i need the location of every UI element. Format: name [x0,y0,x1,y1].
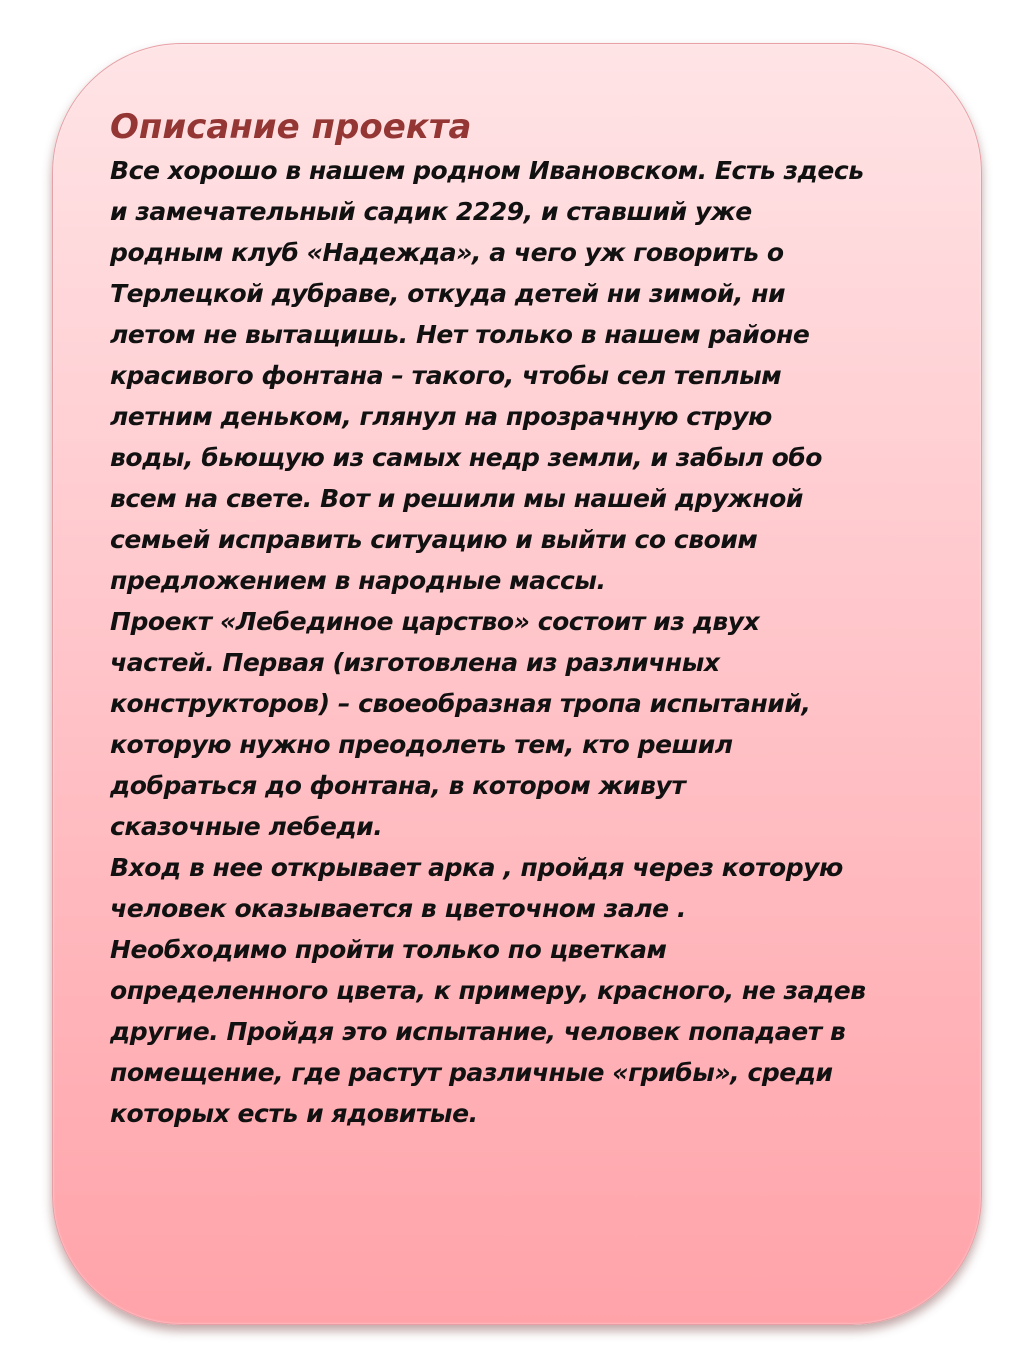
text-line: другие. Пройдя это испытание, человек попадает в [110,1017,846,1046]
text-line: сказочные лебеди. [110,812,383,841]
text-line: Терлецкой дубраве, откуда детей ни зимой, ни [110,279,786,308]
text-line: воды, бьющую из самых недр земли, и забыл обо [110,443,823,472]
text-line: которую нужно преодолеть тем, кто решил [110,730,733,759]
paragraph-project [110,601,930,847]
text-line: Вход в нее открывает арка , пройдя через которую [110,853,843,882]
text-line: частей. Первая (изготовлена из различных [110,648,720,677]
text-line: Все хорошо в нашем родном Ивановском. Есть здесь [110,156,864,185]
text-line: конструкторов) – своеобразная тропа испытаний, [110,689,811,718]
card-content [110,104,930,1134]
text-line: всем на свете. Вот и решили мы нашей дружной [110,484,803,513]
text-line: Проект «Лебединое царство» состоит из двух [110,607,760,636]
text-line: красивого фонтана – такого, чтобы сел теплым [110,361,782,390]
text-line: человек оказывается в цветочном зале . [110,894,686,923]
text-line: помещение, где растут различные «грибы», среди [110,1058,833,1087]
paragraph-intro [110,150,930,601]
text-line: летом не вытащишь. Нет только в нашем районе [110,320,810,349]
text-line: которых есть и ядовитые. [110,1099,478,1128]
text-line: добраться до фонтана, в котором живут [110,771,686,800]
text-line: Необходимо пройти только по цветкам [110,935,667,964]
text-line: определенного цвета, к примеру, красного, не задев [110,976,866,1005]
text-line: родным клуб «Надежда», а чего уж говорить о [110,238,784,267]
text-line: летним деньком, глянул на прозрачную струю [110,402,772,431]
text-line: предложением в народные массы. [110,566,606,595]
page-title: Описание проекта [110,107,472,147]
text-line: семьей исправить ситуацию и выйти со своим [110,525,758,554]
paragraph-entrance [110,847,930,1134]
text-line: и замечательный садик 2229, и ставший уже [110,197,752,226]
